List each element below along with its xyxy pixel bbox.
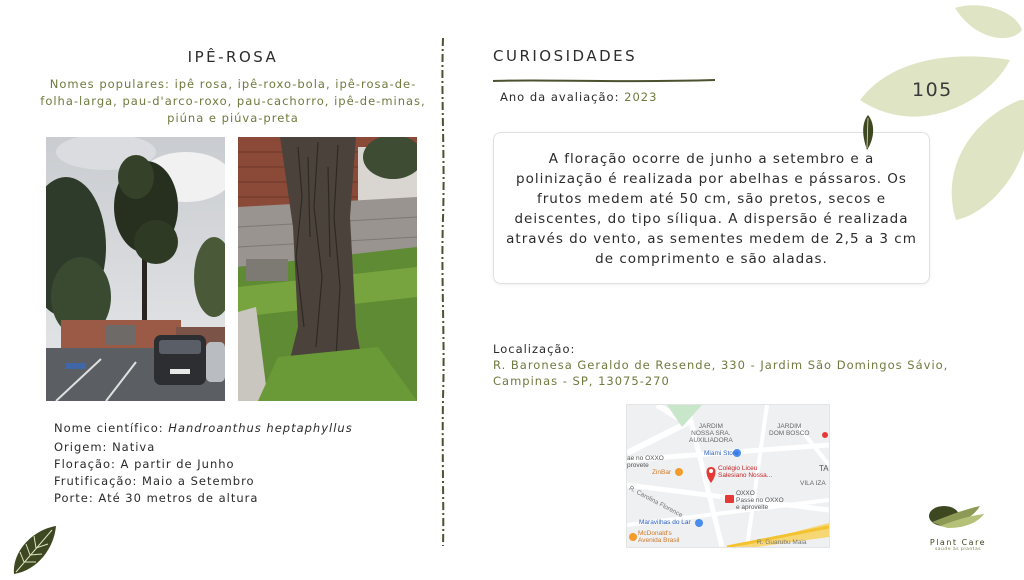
scientific-name-row xyxy=(54,420,434,437)
flowering-row: Floração: A partir de Junho xyxy=(54,457,235,471)
location-label: Localização: xyxy=(493,342,576,356)
section-title: CURIOSIDADES xyxy=(493,47,638,65)
map-label-mcdonalds: McDonald's Avenida Brasil xyxy=(638,530,680,544)
curiosity-text: A floração ocorre de junho a setembro e a polinização é realizada por abelhas e pássaros. Os frutos medem até 50 cm, são pretos, secos e deiscentes, do tipo síliqua. A dispersão é realizada através do vento, as sementes medem de 2,5 a 3 cm de comprimento e são aladas. xyxy=(506,151,917,267)
logo-name: Plant Care xyxy=(929,538,987,547)
size-row: Porte: Até 30 metros de altura xyxy=(54,491,259,505)
map-label-guarubu: R. Guarubu Maia xyxy=(757,539,807,546)
map-label-jardim-dom: JARDIM DOM BOSCO xyxy=(769,423,810,437)
logo-mark-icon xyxy=(918,502,998,530)
page-number: 105 xyxy=(912,79,953,101)
trunk-photo xyxy=(238,137,417,401)
location-address: R. Baronesa Geraldo de Resende, 330 - Jardim São Domingos Sávio, Campinas - SP, 13075-270 xyxy=(493,358,949,388)
leaf-decoration-top-right xyxy=(860,0,1024,230)
popular-names: Nomes populares: ipê rosa, ipê-roxo-bola, ipê-rosa-de-folha-larga, pau-d'arco-roxo, pau-cachorro, ipê-de-minas, piúna e piúva-preta xyxy=(40,77,426,125)
species-title: IPÊ-ROSA xyxy=(187,48,279,66)
origin-row: Origem: Nativa xyxy=(54,440,156,454)
species-info xyxy=(54,420,434,507)
map-label-oxxo: OXXO Passe no OXXO e aproveite xyxy=(736,490,784,511)
title-underline xyxy=(493,69,715,75)
map-label-maravilhas: Maravilhas do Lar xyxy=(639,519,691,526)
location-block xyxy=(493,341,953,389)
map-label-oxxo-left: ae no OXXO provete xyxy=(627,455,664,469)
map-label-miami: Miami Store xyxy=(704,450,739,457)
evaluation-year-label: Ano da avaliação: xyxy=(500,90,620,104)
map-label-vila: VILA IZA xyxy=(800,480,826,487)
logo-tagline: saúde às plantas xyxy=(934,547,982,552)
location-map[interactable] xyxy=(626,404,830,548)
fruiting-row: Frutificação: Maio a Setembro xyxy=(54,474,255,488)
map-label-colegio: Colégio Liceu Salesiano Nossa... xyxy=(718,465,773,479)
map-label-jardim-nossa: JARDIM NOSSA SRA. AUXILIADORA xyxy=(689,423,733,444)
scientific-name-label: Nome científico: xyxy=(54,421,164,435)
map-label-zinbar: ZinBar xyxy=(652,469,672,476)
scientific-name-value: Handroanthus heptaphyllus xyxy=(168,421,353,435)
vertical-divider xyxy=(438,38,448,546)
leaf-decoration-bottom-left xyxy=(8,522,60,576)
map-label-ta: TA xyxy=(819,464,829,473)
map-label-carolina: R. Carolina Florence xyxy=(627,485,684,520)
evaluation-year xyxy=(500,90,657,104)
tree-photo xyxy=(46,137,225,401)
plant-care-logo xyxy=(918,502,998,552)
evaluation-year-value: 2023 xyxy=(624,90,658,104)
